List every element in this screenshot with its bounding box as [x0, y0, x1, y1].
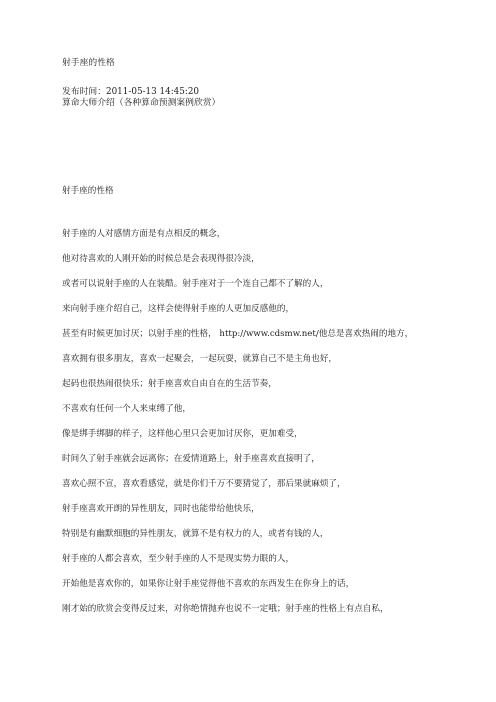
article-line: 或者可以说射手座的人在装酷。射手座对于一个连自己都不了解的人，: [62, 279, 329, 289]
article-line: 开始他是喜欢你的，如果你让射手座觉得他不喜欢的东西发生在你身上的话，: [62, 579, 355, 589]
category-link[interactable]: 算命大师介绍（各种算命预测案例欣赏）: [62, 98, 221, 108]
article-line: 喜欢拥有很多朋友，喜欢一起聚会，一起玩耍，就算自己不是主角也好，: [62, 354, 338, 364]
article-line: 射手座的人对感情方面是有点相反的概念，: [62, 229, 226, 239]
article-line: 起码也很热闹很快乐；射手座喜欢自由自在的生活节奏，: [62, 379, 277, 389]
article-line: 特别是有幽默细胞的异性朋友，就算不是有权力的人，或者有钱的人，: [62, 529, 329, 539]
article-line: 时间久了射手座就会远离你；在爱情道路上，射手座喜欢直接明了，: [62, 454, 320, 464]
article-line: 喜欢心照不宣，喜欢看感觉，就是你们千万不要猜觉了，那后果就麻烦了，: [62, 479, 346, 489]
article-line: 刚才始的欣赏会变得反过来，对你绝情抛弃也说不一定哦；射手座的性格上有点自私，: [62, 604, 389, 614]
article-line: 射手座喜欢开朗的异性朋友，同时也能带给他快乐，: [62, 504, 260, 514]
article-line: 射手座的人都会喜欢，至少射手座的人不是现实势力眼的人，: [62, 554, 295, 564]
document-title: 射手座的性格: [62, 58, 115, 68]
publish-time: 发布时间：2011-05-13 14:45:20: [62, 87, 200, 97]
article-line: 甚至有时候更加讨厌；以射手座的性格， http://www.cdsmw.net/他总是喜欢热闹的地方，: [62, 329, 414, 339]
article-line: 不喜欢有任何一个人来束缚了他，: [62, 404, 191, 414]
article-heading: 射手座的性格: [62, 186, 114, 196]
article-line: 他对待喜欢的人刚开始的时候总是会表现得很冷淡，: [62, 254, 260, 264]
article-line: 像是绑手绑脚的样子，这样他心里只会更加讨厌你，更加难受，: [62, 429, 303, 439]
article-line: 来向射手座介绍自己，这样会使得射手座的人更加反感他的，: [62, 304, 295, 314]
